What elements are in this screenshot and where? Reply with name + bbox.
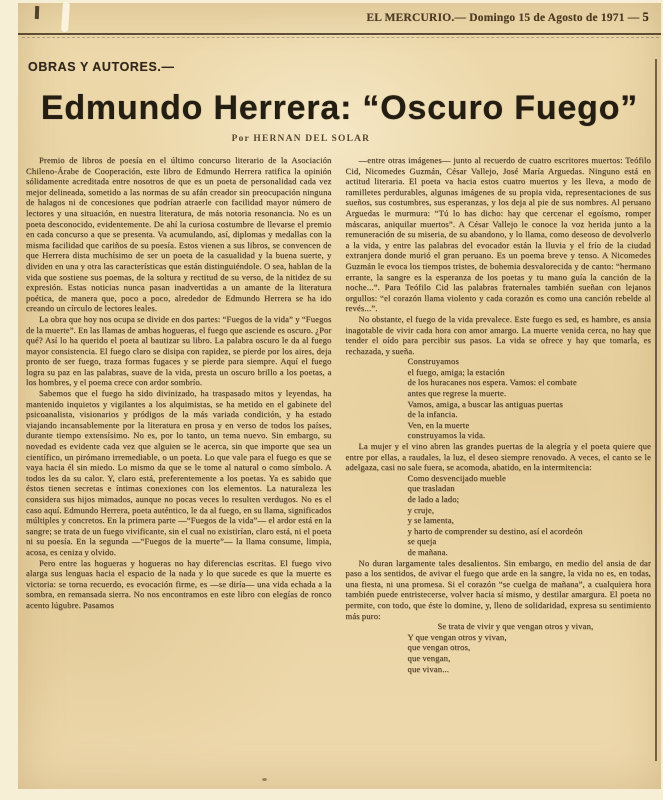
- poem-quote: [408, 621, 652, 674]
- poem-line: de la infancia.: [407, 409, 458, 420]
- right-column: [346, 155, 652, 785]
- poem-line: construyamos la vida.: [407, 430, 486, 441]
- poem-line: de lado a lado;: [407, 494, 460, 504]
- left-column: [26, 155, 332, 785]
- paragraph: La obra que hoy nos ocupa se divide en dos partes: “Fuegos de la vida” y “Fuegos de la muerte”. En las llamas de ambas hogueras, el fuego que asciende es oscuro. ¿Por qué? Así lo ha querido el poeta al bautizar su libro. La palabra oscuro le da al fuego mayor consistencia. El fuego claro se disipa con rapidez, se pierde por los aires, deja pronto de ser fuego, traza formas fugaces y se pierde para siempre. Aquí el fuego logra su paz en las palabras, suave de la vida, presta un oscuro brillo a los poetas, a los hombres, y el poema crece con ardor sombrío.: [26, 313, 332, 388]
- poem-line: Ven, en la muerte: [407, 419, 470, 430]
- poem-line: Como desvencijado mueble: [407, 472, 506, 483]
- poem-line: y se lamenta,: [407, 515, 454, 526]
- masthead-paper-name: EL MERCURIO.—: [366, 12, 467, 24]
- poem-line: que trasladan: [407, 483, 455, 494]
- paper-scratch-mark: [61, 2, 70, 32]
- column-edge-rule: [655, 59, 657, 761]
- poem-line: que vengan,: [407, 652, 451, 663]
- article-headline: Edmundo Herrera: “Oscuro Fuego”: [40, 89, 639, 127]
- poem-line: que vengan otros,: [407, 642, 471, 653]
- poem-line: Se trata de vivir y que vengan otros y vivan,: [437, 621, 594, 632]
- poem-quote: [408, 356, 652, 441]
- header-rule: [18, 33, 661, 35]
- poem-line: antes que regrese la muerte.: [407, 388, 507, 399]
- paragraph: Sabemos que el fuego ha sido divinizado, ha traspasado mitos y leyendas, ha mantenido inquietos y vigilantes a los alquimistas, se ha metido en el gabinete del psicoanalista, visionarios y pródigos de la más variada condición, y ha estado viajando incansablemente por la literatura en prosa y en verso de todos los países, durante tiempo extensísimo. No es, por lo tanto, un tema nuevo. Sin embargo, su novedad es evidente cada vez que alguien se le acerca, sin que importe que sea un científico, un pirómano irremediable, o un poeta. Lo que vale para el fuego es que se vaya hacia él sin miedo. Lo mismo da que se le tome al natural o como símbolo. A todos les da su calor. Y, claro está, preferentemente a los poetas. Ya es sabido que éstos tienen secretas e íntimas conexiones con los elementos. La naturaleza les considera sus hijos mimados, aunque no pocas veces lo resulten verdugos. No es el caso aquí. Edmundo Herrera, poeta auténtico, le da al fuego, en su llama, significados múltiples y concretos. En la primera parte —“Fuegos de la vida”— el ardor está en la sangre; se trata de un fuego vivificante, sin el cual no existirían, claro está, ni el poeta ni su poesía. En la segunda —“Fuegos de la muerte”— la llama consume, limpia, acosa, es ceniza y olvido.: [26, 388, 332, 557]
- article-byline: Por HERNAN DEL SOLAR: [231, 134, 371, 144]
- paragraph: Premio de libros de poesía en el último concurso literario de la Asociación Chileno-Árabe de Cooperación, este libro de Edmundo Herrera ratifica la opinión sólidamente acreditada entre nosotros de que es un poeta de personalidad cada vez mejor delineada, sometido a las normas de su afán creador sin preocupación ninguna de halagos ni de concesiones que podrían atraerle con facilidad mayor número de lectores y una situación, en nuestra literatura, de más notoria resonancia. No es un poeta desconocido, evidentemente. De ahí la curiosa costumbre de llevarse el premio en cada concurso a que se presenta. Va acumulando, así, diplomas y medallas con la misma facilidad que cariños de su poesía. Estos vienen a sus libros, se convencen de que Herrera dista muchísimo de ser un poeta de la casualidad y la buena suerte, y dividen en una y otra las características que están distinguiéndole. O sea, hablan de la vida que sostiene sus poemas, de la soltura y rectitud de su verso, de la nitidez de su expresión. Estas noticias nunca pasan inadvertidas a un amante de la literatura poética, de manera que, poco a poco, alrededor de Edmundo Herrera se ha ido creando un círculo de lectores leales.: [26, 155, 332, 314]
- masthead: [366, 10, 649, 25]
- masthead-dash: —: [627, 12, 640, 24]
- paragraph: —entre otras imágenes— junto al recuerdo de cuatro escritores muertos: Teófilo Cid, Nicomedes Guzmán, César Vallejo, José María Arguedas. Ninguno está en actitud literaria. El poeta va hacia estos cuatro muertos y les lleva, a modo de ramilletes perdurables, algunas imágenes de su propia vida, representaciones de sus sueños, sus costumbres, sus esperanzas, y los deja al pie de sus nombres. Al peruano Arguedas le murmura: “Tú lo has dicho: hay que cercenar el egoísmo, romper máscaras, aniquilar muertos”. A César Vallejo le conoce la voz herida junto a la remuneración de su miseria, de su abandono, y lo llama, como deseoso de devolverlo a la vida, y entre las palabras del evocador están la lluvia y el frío de la ciudad extranjera donde murió el gran peruano. Es un poema breve y tenso. A Nicomedes Guzmán le evoca los tiempos tristes, de bohemia desvalorecida y de canto: “hermano errante, la sangre es la esperanza de los poetas y tu mano guía la canción de la noche...”. Para Teófilo Cid las palabras fraternales también sueñan con lejanos orgullos: “el corazón llama violento y cada corazón es como una canción rebelde al revés...”.: [345, 155, 651, 314]
- poem-line: Y que vengan otros y vivan,: [407, 631, 507, 642]
- poem-line: de los huracanes nos espera. Vamos: el combate: [407, 377, 577, 388]
- paragraph: La mujer y el vino abren las grandes puertas de la alegría y el poeta quiere que entre por ellas, a raudales, la luz, el deseo siempre renovado. A veces, el canto se le adelgaza, casi no sale fuera, se acomoda, abatido, en la intermitencia:: [345, 441, 651, 473]
- section-label: OBRAS Y AUTORES.—: [28, 60, 175, 74]
- poem-line: se queja: [407, 536, 437, 547]
- poem-line: de mañana.: [407, 546, 448, 557]
- poem-line: Vamos, amiga, a buscar las antiguas puertas: [407, 398, 563, 409]
- poem-quote: [408, 473, 652, 558]
- page-number: 5: [642, 10, 649, 24]
- paragraph: Pero entre las hogueras y hogueras no hay diferencias escritas. El fuego vivo alarga sus lenguas hacia el espacio de la nada y lo que sucede es que la muerte es victoria: se torna recuerdo, es evocación firme, es —se diría— una vida echada a la sombra, en remansada sierra. No nos encontramos en este libro con elegías de ronco acento lúgubre. Pasamos: [26, 557, 332, 610]
- header-rule-shadow: [22, 37, 659, 38]
- ink-smudge-mark: [35, 6, 39, 19]
- poem-line: que vivan...: [407, 663, 450, 674]
- article-body: [26, 155, 651, 785]
- newspaper-clipping: [18, 3, 661, 789]
- poem-line: Construyamos: [407, 356, 459, 367]
- poem-line: y harto de comprender su destino, así el acordeón: [407, 525, 583, 536]
- paragraph: No obstante, el fuego de la vida prevalece. Este fuego es sed, es hambre, es ansia inagotable de vivir cada hora con amor amargo. La muerte venida cerca, no hay que tender el oído para percibir sus pasos. La vida se ofrece y hay que tomarla, es rechazada, y sueña.: [345, 313, 651, 356]
- poem-line: el fuego, amiga; la estación: [407, 366, 505, 377]
- masthead-date: Domingo 15 de Agosto de 1971: [469, 12, 625, 24]
- paragraph: No duran largamente tales desalientos. Sin embargo, en medio del ansia de dar paso a los sentidos, de avivar el fuego que arde en la sangre, la vida no es, en todas, una fiesta, ni una promesa. Si el corazón “se cuelga de mañana”, a cualquiera hora también puede entristecerse, volver hacia sí mismo, y destilar amargura. El poeta no permite, con todo, que éste lo domine, y, lleno de solidaridad, expresa su sentimiento más puro:: [345, 557, 651, 621]
- poem-line: y cruje,: [407, 504, 435, 515]
